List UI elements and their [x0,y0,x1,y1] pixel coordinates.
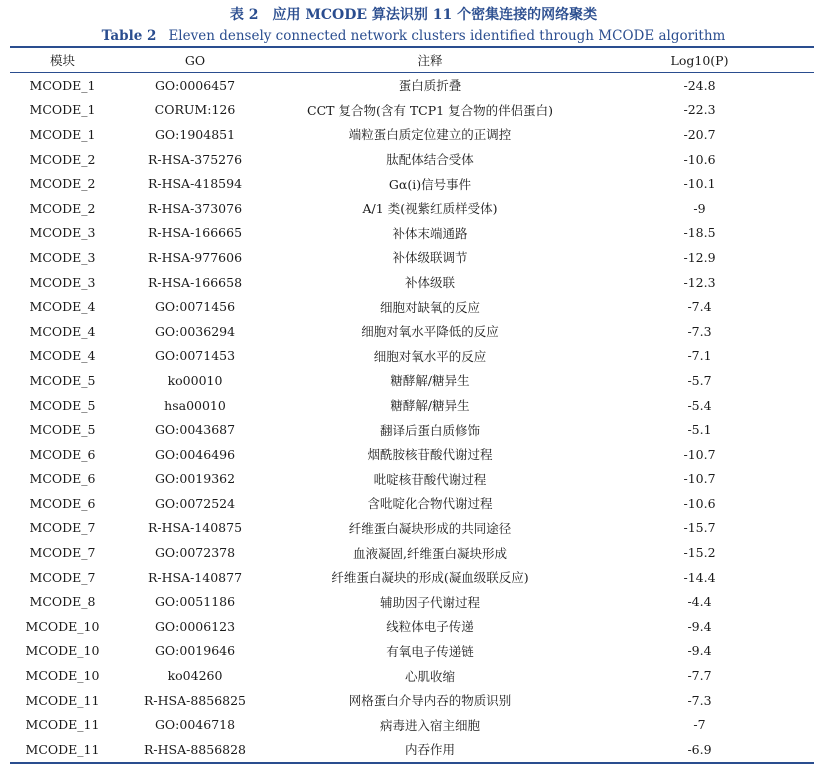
cell-log10p: -12.3 [683,274,716,290]
table-row [10,368,814,393]
table-row [10,712,814,737]
table-row [10,171,814,196]
table-row [10,417,814,442]
cell-log10p: -9 [693,200,706,216]
cell-module: MCODE_1 [29,102,96,118]
cell-log10p: -15.7 [683,520,716,536]
cell-go: GO:0019646 [154,643,236,659]
cell-module: MCODE_4 [29,323,96,339]
cell-module: MCODE_11 [25,717,100,733]
cell-go: CORUM:126 [154,102,236,118]
cell-go: GO:0051186 [154,594,236,610]
cell-go: R-HSA-140877 [147,569,243,585]
table-body [10,73,814,763]
cell-annotation: 糖酵解/糖异生 [390,398,470,414]
table-container [10,46,814,764]
cell-module: MCODE_11 [25,692,100,708]
table-row [10,221,814,246]
table-row [10,467,814,492]
cell-module: MCODE_6 [29,471,96,487]
table-row [10,245,814,270]
cell-annotation: Gα(i)信号事件 [388,176,472,192]
cell-annotation: 病毒进入宿主细胞 [379,717,480,733]
cell-log10p: -9.4 [687,643,712,659]
cell-go: GO:0072524 [154,495,236,511]
cell-go: GO:0019362 [154,471,236,487]
cell-annotation: 有氧电子传递链 [386,643,474,659]
cell-module: MCODE_5 [29,372,96,388]
cell-annotation: 含吡啶化合物代谢过程 [367,496,493,512]
cell-go: hsa00010 [164,397,226,413]
table-row [10,344,814,369]
cell-annotation: 翻译后蛋白质修饰 [379,422,480,438]
cell-annotation: 内吞作用 [404,742,455,758]
cell-module: MCODE_11 [25,741,100,757]
cell-module: MCODE_7 [29,545,96,561]
cell-go: R-HSA-418594 [147,176,243,192]
cell-go: GO:0043687 [154,422,236,438]
table-row [10,294,814,319]
cell-go: R-HSA-8856825 [143,692,247,708]
cell-go: GO:0036294 [154,323,236,339]
cell-annotation: 端粒蛋白质定位建立的正调控 [348,127,512,143]
cell-module: MCODE_10 [25,643,100,659]
cell-go: ko04260 [167,668,223,684]
table-caption-cn: 表 2 应用 MCODE 算法识别 11 个密集连接的网络聚类 [229,7,598,23]
table-row [10,98,814,123]
cell-module: MCODE_2 [29,200,96,216]
header-log10p: Log10(P) [670,52,729,68]
cell-go: R-HSA-140875 [147,520,243,536]
cell-log10p: -18.5 [683,225,716,241]
cell-log10p: -10.7 [683,446,716,462]
table-row [10,270,814,295]
cell-go: GO:0046718 [154,717,236,733]
cell-module: MCODE_7 [29,520,96,536]
cell-module: MCODE_4 [29,348,96,364]
cell-annotation: 补体末端通路 [392,225,468,241]
cell-module: MCODE_5 [29,422,96,438]
cell-module: MCODE_10 [25,618,100,634]
cell-module: MCODE_1 [29,126,96,142]
cell-annotation: 肽配体结合受体 [386,152,474,168]
mcode-cluster-table [10,46,814,764]
cell-go: GO:0006457 [154,77,236,93]
table-row [10,639,814,664]
cell-annotation: 网格蛋白介导内吞的物质识别 [348,693,512,709]
cell-log10p: -15.2 [683,545,716,561]
cell-annotation: 细胞对氧水平降低的反应 [361,324,499,340]
table-caption-en [0,27,827,45]
table-row [10,319,814,344]
table-row [10,737,814,763]
cell-go: GO:1904851 [154,126,236,142]
table-caption-en-text: Eleven densely connected network clusters identified through MCODE algorithm [168,28,726,44]
table-row [10,122,814,147]
table-row [10,589,814,614]
cell-module: MCODE_5 [29,397,96,413]
cell-annotation: 细胞对氧水平的反应 [373,348,487,364]
cell-log10p: -6.9 [687,741,712,757]
cell-log10p: -5.1 [687,422,712,438]
cell-log10p: -10.6 [683,495,716,511]
cell-log10p: -9.4 [687,618,712,634]
cell-module: MCODE_2 [29,176,96,192]
cell-annotation: 补体级联 [404,275,455,291]
table-row [10,196,814,221]
table-row [10,73,814,98]
cell-annotation: 纤维蛋白凝块的形成(凝血级联反应) [331,570,529,586]
cell-log10p: -10.7 [683,471,716,487]
cell-annotation: 蛋白质折叠 [398,78,462,94]
cell-log10p: -10.6 [683,151,716,167]
cell-annotation: A/1 类(视紫红质样受体) [362,201,498,217]
cell-log10p: -12.9 [683,249,716,265]
cell-log10p: -24.8 [683,77,716,93]
cell-log10p: -4.4 [687,594,712,610]
table-row [10,393,814,418]
cell-module: MCODE_3 [29,225,96,241]
table-row [10,614,814,639]
cell-module: MCODE_10 [25,668,100,684]
table-row [10,491,814,516]
cell-log10p: -7.7 [687,668,712,684]
table-row [10,540,814,565]
cell-log10p: -5.4 [687,397,712,413]
cell-log10p: -7.1 [687,348,712,364]
cell-annotation: 吡啶核苷酸代谢过程 [373,471,487,487]
cell-go: ko00010 [167,372,223,388]
header-module: 模块 [49,53,75,68]
cell-annotation: 糖酵解/糖异生 [390,373,470,389]
cell-module: MCODE_2 [29,151,96,167]
cell-log10p: -5.7 [687,372,712,388]
cell-module: MCODE_6 [29,495,96,511]
cell-log10p: -10.1 [683,176,716,192]
cell-annotation: 辅助因子代谢过程 [379,594,480,610]
cell-log10p: -7.3 [687,323,712,339]
cell-go: GO:0006123 [154,618,236,634]
table-header-row [10,47,814,73]
cell-go: R-HSA-8856828 [143,741,247,757]
cell-module: MCODE_4 [29,299,96,315]
cell-log10p: -7.3 [687,692,712,708]
table-row [10,688,814,713]
cell-go: R-HSA-373076 [147,200,243,216]
header-go: GO [184,52,206,68]
cell-annotation: CCT 复合物(含有 TCP1 复合物的伴侣蛋白) [307,102,553,118]
header-annotation: 注释 [417,53,443,68]
table-caption-en-label: Table 2 [101,28,157,44]
cell-go: R-HSA-166658 [147,274,243,290]
cell-annotation: 线粒体电子传递 [386,619,474,635]
cell-log10p: -7 [693,717,706,733]
cell-annotation: 细胞对缺氧的反应 [379,299,480,315]
cell-log10p: -20.7 [683,126,716,142]
cell-go: GO:0071456 [154,299,236,315]
cell-module: MCODE_7 [29,569,96,585]
cell-annotation: 补体级联调节 [392,250,468,266]
table-row [10,565,814,590]
table-row [10,663,814,688]
cell-go: R-HSA-166665 [147,225,243,241]
cell-go: R-HSA-977606 [147,249,243,265]
cell-log10p: -7.4 [687,299,712,315]
cell-log10p: -22.3 [683,102,716,118]
cell-module: MCODE_8 [29,594,96,610]
cell-annotation: 纤维蛋白凝块形成的共同途径 [348,520,512,536]
cell-go: GO:0072378 [154,545,236,561]
table-row [10,442,814,467]
cell-go: GO:0046496 [154,446,236,462]
cell-annotation: 心肌收缩 [404,668,455,684]
table-row [10,147,814,172]
cell-module: MCODE_3 [29,249,96,265]
cell-module: MCODE_1 [29,77,96,93]
cell-annotation: 血液凝固,纤维蛋白凝块形成 [353,545,507,561]
cell-go: GO:0071453 [154,348,236,364]
table-row [10,516,814,541]
cell-module: MCODE_3 [29,274,96,290]
cell-log10p: -14.4 [683,569,716,585]
cell-go: R-HSA-375276 [147,151,243,167]
cell-annotation: 烟酰胺核苷酸代谢过程 [367,447,493,463]
cell-module: MCODE_6 [29,446,96,462]
